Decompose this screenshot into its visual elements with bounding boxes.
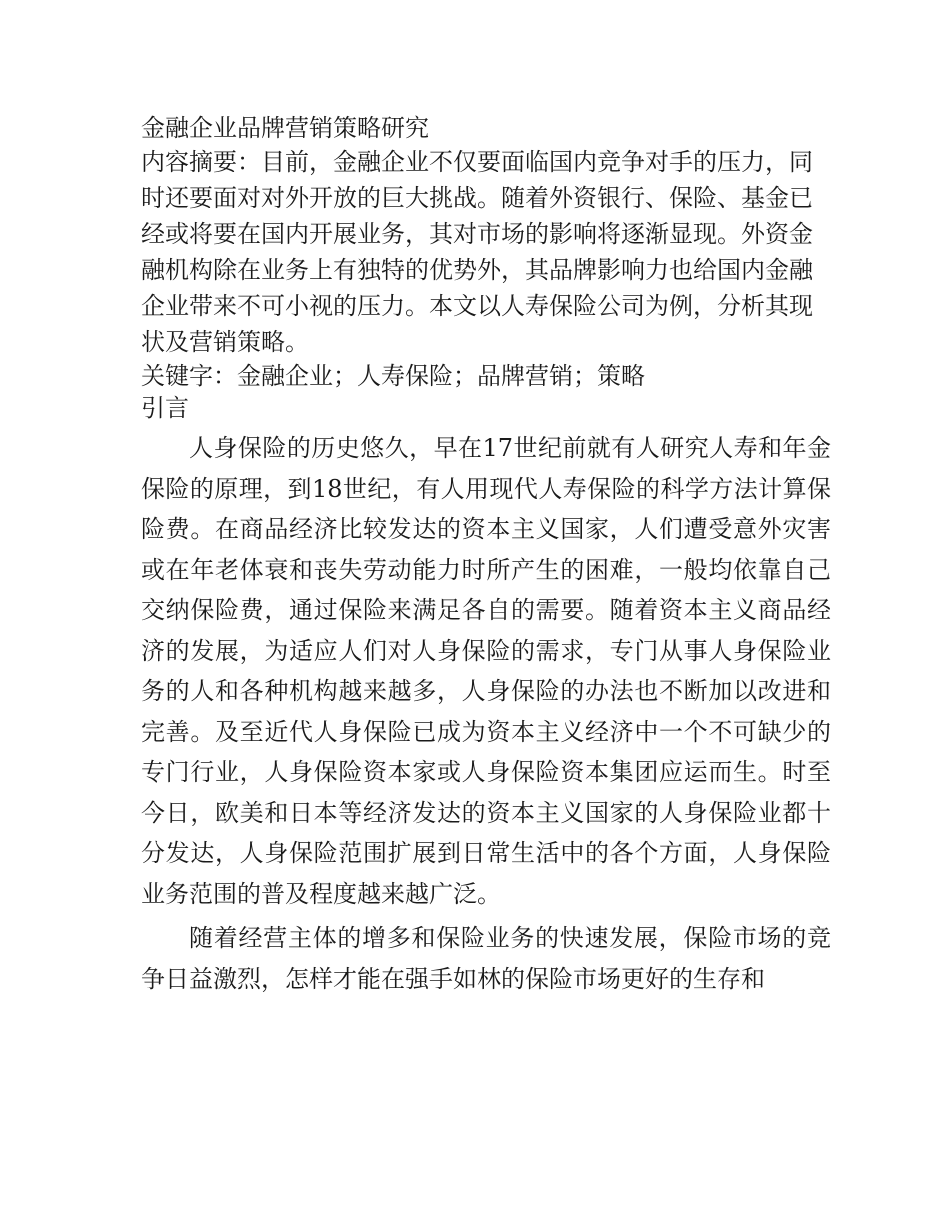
- section-heading: 引言: [141, 394, 189, 422]
- keywords-text: 关键字：金融企业；人寿保险；品牌营销；策略: [141, 362, 645, 390]
- document-title: 金融企业品牌营销策略研究: [141, 114, 429, 142]
- abstract-text: 内容摘要：目前，金融企业不仅要面临国内竞争对手的压力，同时还要面对对外开放的巨大挑战。随着外资银行、保险、基金已经或将要在国内开展业务，其对市场的影响将逐渐显现。外资金融机构除在业务上有独特的优势外，其品牌影响力也给国内金融企业带来不可小视的压力。本文以人寿保险公司为例，分析其现状及营销策略。: [141, 148, 813, 356]
- body-paragraph: 随着经营主体的增多和保险业务的快速发展，保险市场的竞争日益激烈，怎样才能在强手如林的保险市场更好的生存和: [141, 924, 831, 993]
- body-paragraph: 人身保险的历史悠久，早在17世纪前就有人研究人寿和年金保险的原理，到18世纪，有人用现代人寿保险的科学方法计算保险费。在商品经济比较发达的资本主义国家，人们遭受意外灾害或在年老体衰和丧失劳动能力时所产生的困难，一般均依靠自己交纳保险费，通过保险来满足各自的需要。随着资本主义商品经济的发展，为适应人们对人身保险的需求，专门从事人身保险业务的人和各种机构越来越多，人身保险的办法也不断加以改进和完善。及至近代人身保险已成为资本主义经济中一个不可缺少的专门行业，人身保险资本家或人身保险资本集团应运而生。时至今日，欧美和日本等经济发达的资本主义国家的人身保险业都十分发达，人身保险范围扩展到日常生活中的各个方面，人身保险业务范围的普及程度越来越广泛。: [141, 434, 831, 908]
- document-page: [141, 112, 831, 999]
